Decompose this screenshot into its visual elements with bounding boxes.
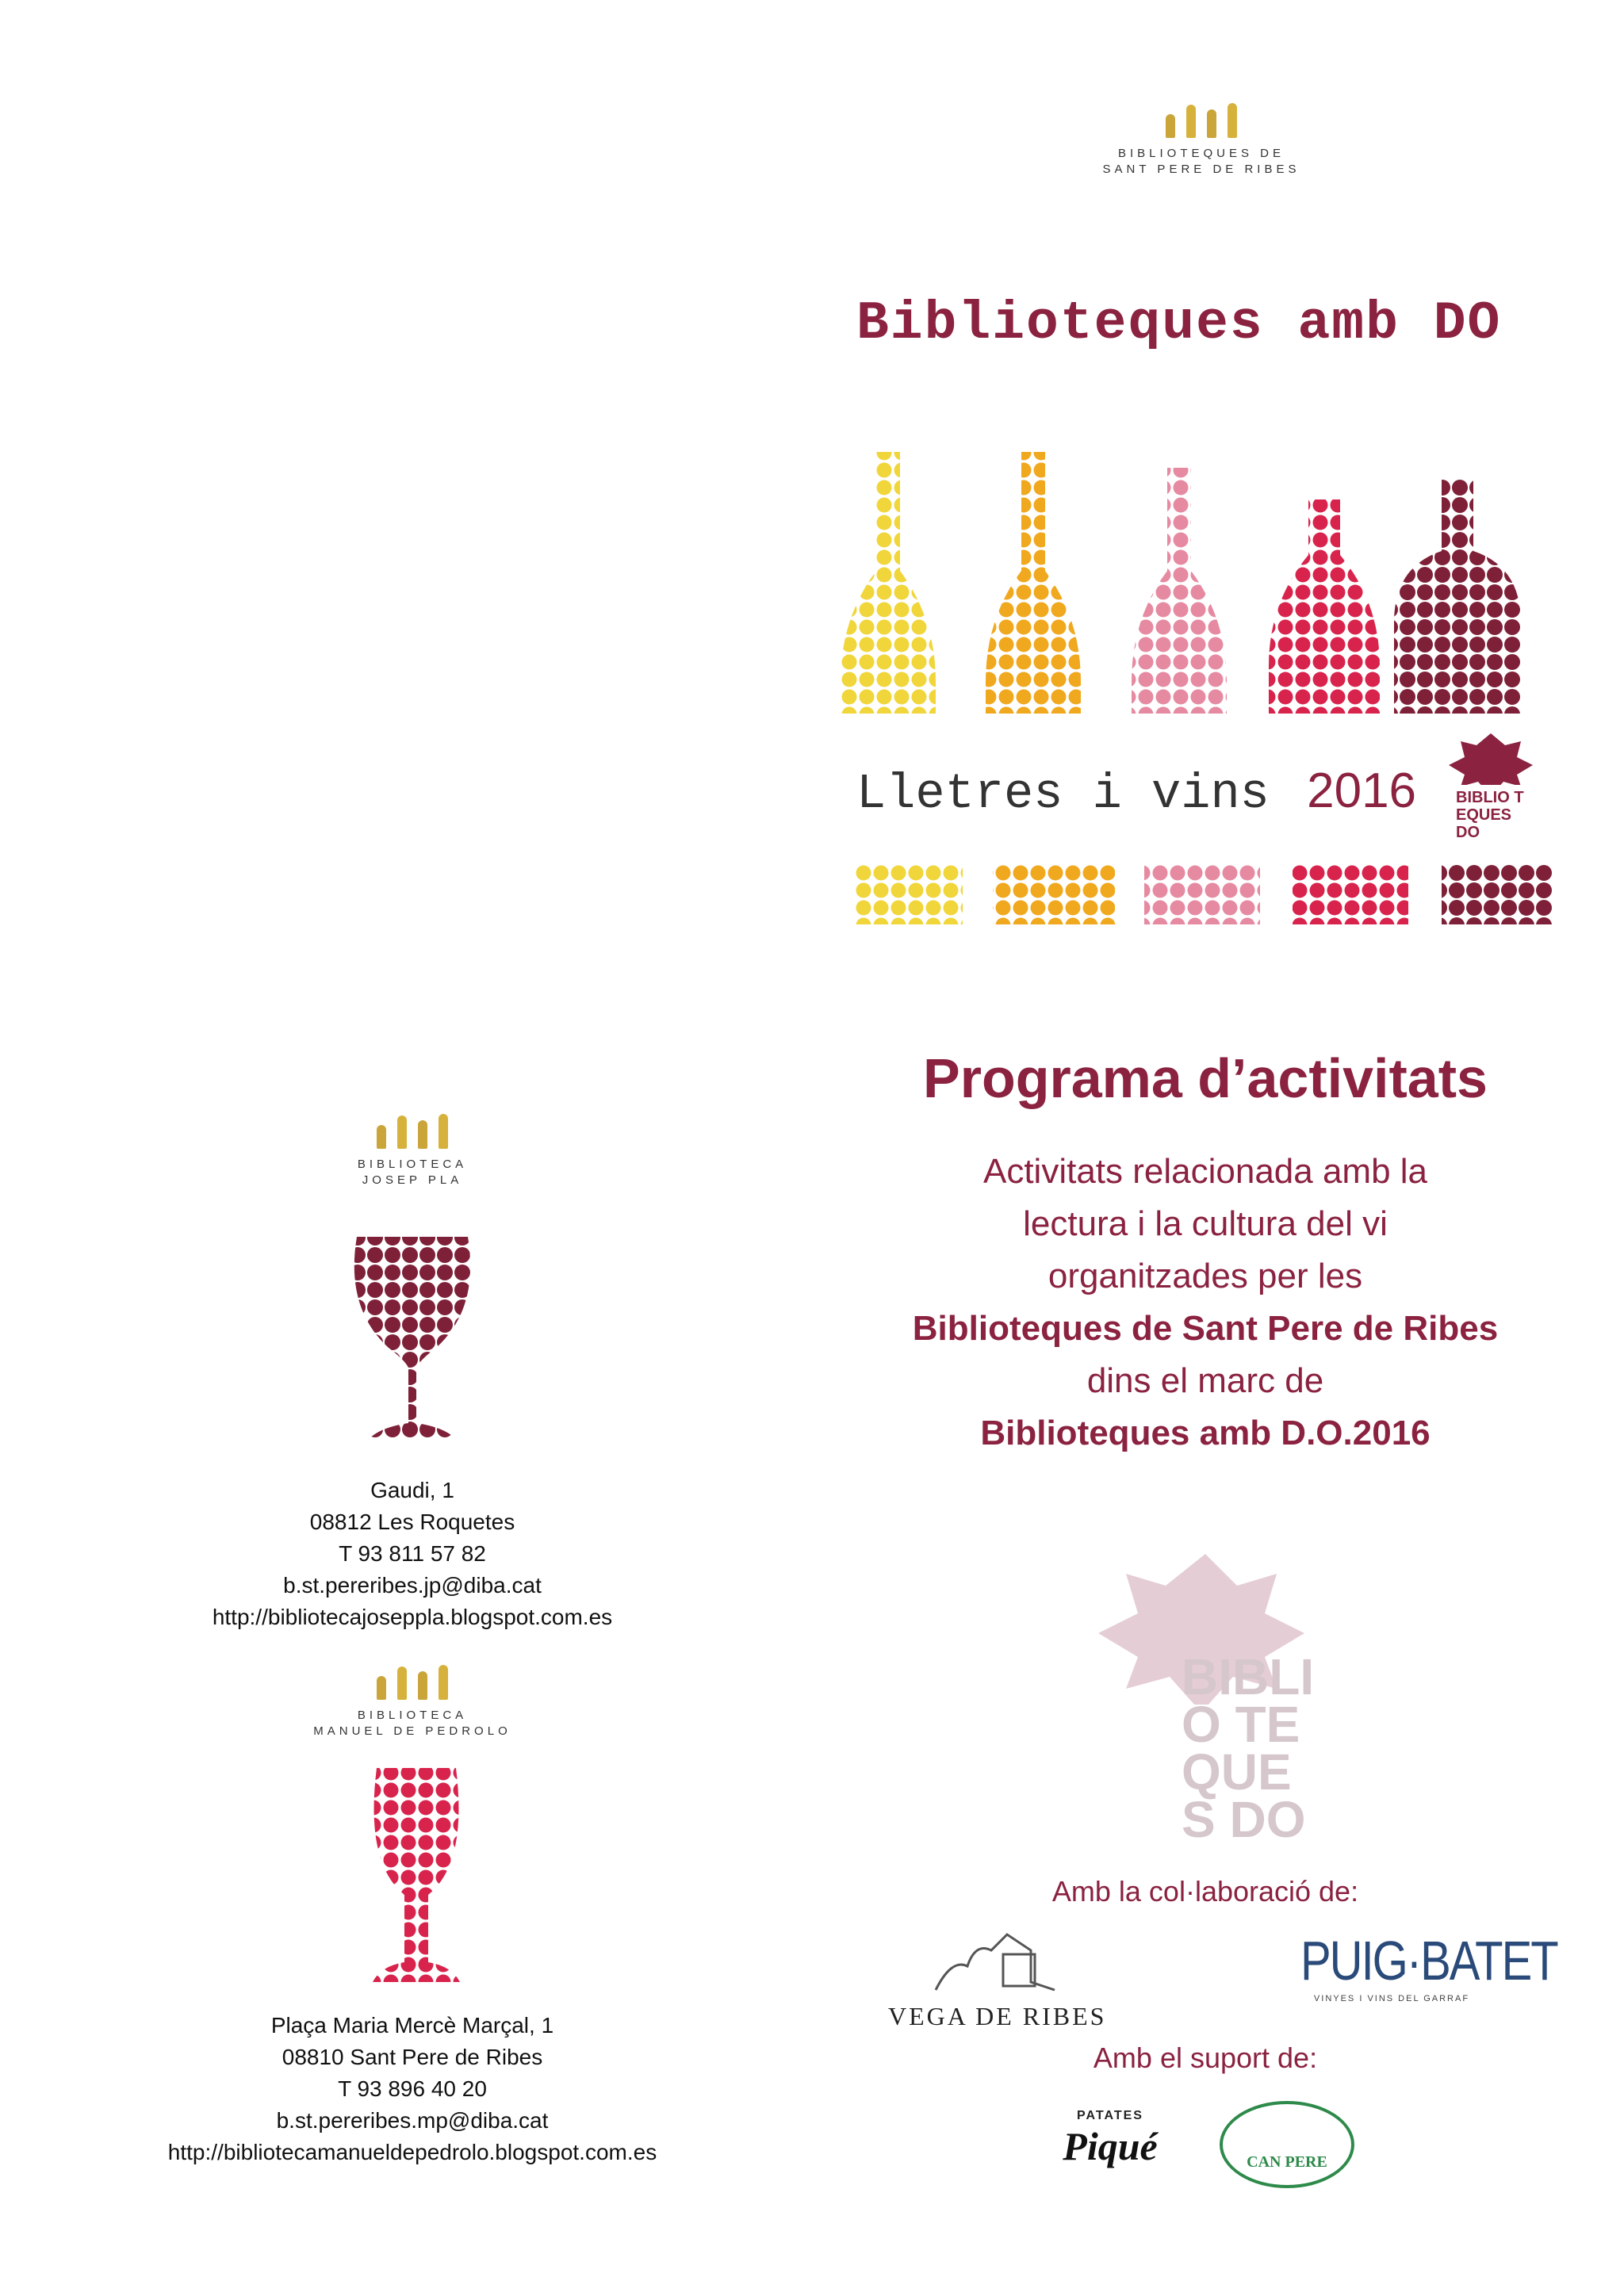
- library1-phone: T 93 811 57 82: [339, 1541, 486, 1566]
- josep-pla-logo-line2: JOSEP PLA: [362, 1173, 463, 1187]
- top-logo-line1: BIBLIOTEQUES DE: [1117, 147, 1285, 160]
- wine-glass-red-icon: [365, 1764, 468, 1990]
- josep-pla-logo: [333, 1114, 492, 1188]
- wine-glass-burgundy-icon: [349, 1229, 476, 1451]
- puig-batet-sub: VINYES I VINS DEL GARRAF: [1313, 1994, 1470, 2003]
- cover-subtitle: [856, 763, 1416, 822]
- program-line-4: dins el marc de: [1086, 1361, 1324, 1400]
- program-line-1: Activitats relacionada amb la: [982, 1152, 1428, 1191]
- program-heading: Programa d’activitats: [923, 1047, 1488, 1109]
- sponsor-pique: Piqué: [1063, 2124, 1158, 2168]
- library2-address: Plaça Maria Mercè Marçal, 1: [270, 2013, 554, 2038]
- top-logo-line2: SANT PERE DE RIBES: [1102, 163, 1300, 176]
- program-bold-2: Biblioteques amb D.O.2016: [980, 1414, 1431, 1452]
- bottle-red: [1269, 499, 1380, 714]
- manuel-de-pedrolo-logo: [293, 1665, 531, 1739]
- dots-band: [855, 864, 1553, 924]
- bottle-orange: [986, 452, 1081, 714]
- cover-title: Biblioteques amb DO: [856, 293, 1502, 354]
- bottle-burgundy: [1394, 480, 1521, 714]
- bibliotequesdo-watermark: [1094, 1546, 1332, 1848]
- subtitle-words: Lletres i vins: [856, 766, 1270, 822]
- program-description: [856, 1146, 1554, 1460]
- library2-email[interactable]: b.st.pereribes.mp@diba.cat: [276, 2108, 549, 2133]
- sponsor-can-pere: CAN PERE: [1247, 2153, 1327, 2171]
- library-bars-icon: [1094, 103, 1308, 138]
- library1-address: Gaudi, 1: [370, 1478, 454, 1502]
- josep-pla-logo-line1: BIBLIOTECA: [357, 1158, 468, 1171]
- watermark-text: BIBLIO TEQUES DO: [1182, 1648, 1315, 1848]
- sponsor-vega-de-ribes: VEGA DE RIBES: [888, 2002, 1107, 2030]
- library2-phone: T 93 896 40 20: [338, 2076, 487, 2101]
- library1-web[interactable]: http://bibliotecajoseppla.blogspot.com.es: [212, 1605, 613, 1629]
- farmhouse-icon: [928, 1927, 1071, 1998]
- library2-web[interactable]: http://bibliotecamanueldepedrolo.blogspot.com.es: [167, 2140, 657, 2164]
- piques-top: PATATES: [1077, 2109, 1143, 2122]
- piques-logo: [1051, 2109, 1170, 2169]
- collaboration-label: Amb la col·laboració de:: [1051, 1875, 1359, 1908]
- bibliotequesdo-badge: [1443, 729, 1538, 856]
- library2-contact: [79, 2010, 745, 2168]
- library1-city: 08812 Les Roquetes: [309, 1510, 515, 1534]
- library-bars-icon: [333, 1114, 492, 1149]
- vega-de-ribes-logo: [888, 1927, 1110, 2038]
- subtitle-year: 2016: [1307, 763, 1417, 818]
- support-label: Amb el suport de:: [1093, 2042, 1318, 2074]
- pedrolo-logo-line2: MANUEL DE PEDROLO: [313, 1724, 511, 1738]
- pedrolo-logo-line1: BIBLIOTECA: [357, 1709, 468, 1722]
- can-pere-logo: [1220, 2101, 1354, 2188]
- program-line-2: lectura i la cultura del vi: [1023, 1204, 1388, 1243]
- bottle-pink: [1132, 468, 1227, 714]
- badge-text: BIBLIO TEQUES DO: [1456, 789, 1524, 841]
- library1-contact: [119, 1475, 706, 1633]
- library1-email[interactable]: b.st.pereribes.jp@diba.cat: [283, 1573, 542, 1598]
- program-bold-1: Biblioteques de Sant Pere de Ribes: [912, 1309, 1499, 1348]
- bottle-yellow: [841, 452, 936, 714]
- bottles-illustration: [841, 444, 1570, 737]
- library2-city: 08810 Sant Pere de Ribes: [282, 2045, 543, 2069]
- sponsor-puig-batet: PUIG·BATET: [1300, 1930, 1557, 1992]
- vine-leaf-icon: [1443, 729, 1538, 785]
- library-bars-icon: [293, 1665, 531, 1700]
- program-line-3: organitzades per les: [1048, 1257, 1363, 1295]
- puig-batet-logo: [1300, 1930, 1557, 2003]
- top-library-logo: [1094, 103, 1308, 178]
